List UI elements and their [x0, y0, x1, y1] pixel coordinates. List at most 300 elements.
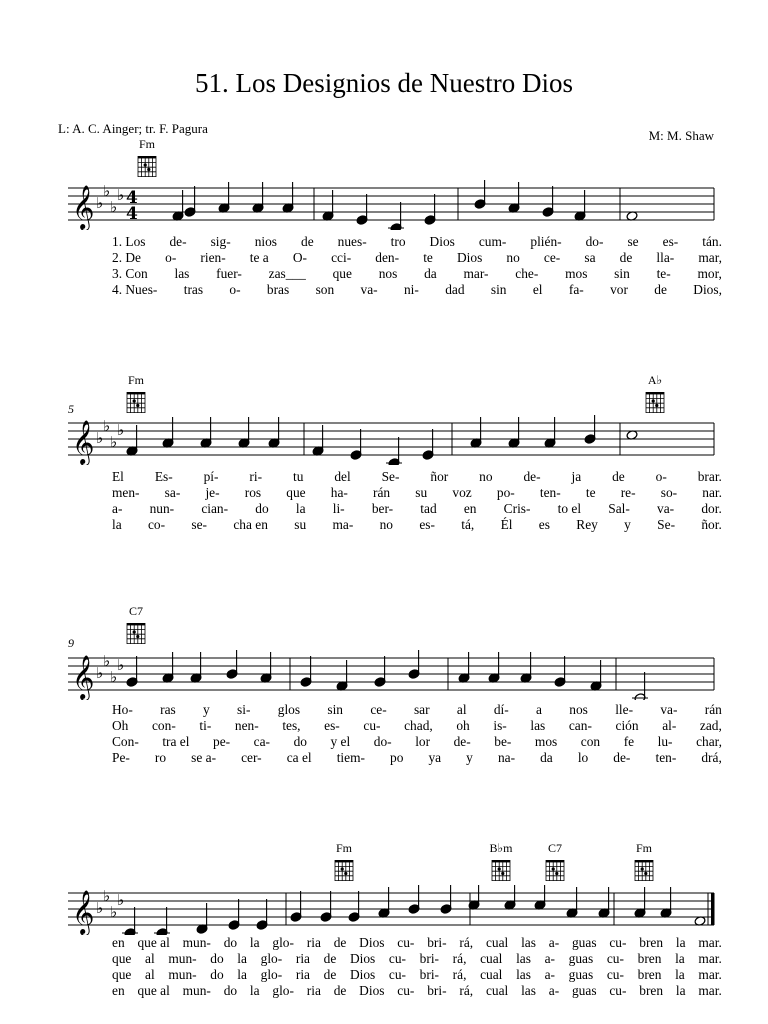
lyric-syllable: 2. De [112, 250, 142, 265]
lyric-syllable: y [624, 517, 631, 532]
note [534, 885, 546, 910]
lyric-syllable: rán [704, 702, 722, 717]
lyric-syllable: brar. [697, 469, 722, 484]
lyric-syllable: nues- [337, 234, 367, 249]
note [154, 907, 170, 935]
lyric-syllable: tán. [702, 234, 722, 249]
note [356, 194, 368, 225]
lyric-syllable: cu- [397, 983, 415, 998]
lyric-syllable: es- [324, 718, 340, 733]
lyric-syllable: lor [415, 734, 431, 749]
note [252, 182, 264, 213]
note [122, 907, 138, 935]
lyric-syllable: ya [428, 750, 442, 765]
lyric-syllable: su [415, 485, 428, 500]
lyric-syllable: sig- [210, 234, 231, 249]
lyric-syllable: El [112, 469, 124, 484]
note [300, 656, 312, 687]
lyric-syllable: dad [445, 282, 465, 297]
note [408, 885, 420, 914]
lyric-syllable: bren [639, 983, 664, 998]
lyric-syllable: men- [112, 485, 140, 500]
lyric-syllable: chad, [404, 718, 433, 733]
lyric-syllable: a- [544, 951, 555, 966]
lyric-syllable: de [654, 282, 667, 297]
lyric-syllable: cual [485, 935, 509, 950]
lyric-syllable: mar. [698, 967, 722, 982]
lyric-syllable: is- [493, 718, 507, 733]
flat-icon: ♭ [117, 891, 125, 909]
flat-icon: ♭ [110, 668, 118, 686]
lyric-syllable: 4. Nues- [112, 282, 158, 297]
lyric-syllable: ma- [332, 517, 354, 532]
lyric-syllable: cci- [331, 250, 352, 265]
note [388, 202, 404, 230]
treble-clef-icon: 𝄞 [72, 655, 95, 699]
lyric-syllable: la [237, 951, 247, 966]
note [474, 180, 486, 209]
lyric-syllable: de- [523, 469, 541, 484]
note [574, 190, 586, 221]
lyric-syllable: dí- [493, 702, 509, 717]
lyric-syllable: ce- [370, 702, 387, 717]
lyric-syllable: cual [480, 951, 503, 966]
treble-clef-icon: 𝄞 [72, 890, 95, 934]
lyric-syllable: tras [183, 282, 204, 297]
lyric-line [112, 282, 722, 298]
note [508, 417, 520, 448]
note [634, 887, 646, 918]
note [184, 186, 196, 217]
lyric-syllable: cu- [609, 935, 627, 950]
lyric-syllable: a- [548, 983, 560, 998]
lyric-syllable: mun- [168, 967, 197, 982]
lyric-syllable: ras [160, 702, 176, 717]
note [260, 652, 272, 683]
lyric-syllable: bras [266, 282, 290, 297]
lyric-syllable: nun- [149, 501, 175, 516]
lyric-syllable: lu- [657, 734, 673, 749]
music-staff [0, 415, 768, 465]
note [256, 899, 268, 930]
lyric-line [112, 702, 722, 718]
lyric-syllable: da [424, 266, 437, 281]
lyric-syllable: bren [639, 935, 664, 950]
flat-icon: ♭ [110, 903, 118, 921]
note [282, 182, 294, 213]
lyric-syllable: glos [277, 702, 301, 717]
lyric-syllable: tad [420, 501, 437, 516]
note [374, 656, 386, 687]
lyric-syllable: nos [569, 702, 588, 717]
music-staff [0, 885, 768, 935]
lyric-syllable: O- [292, 250, 307, 265]
lyric-syllable: que [286, 485, 306, 500]
lyric-syllable: oh [456, 718, 470, 733]
lyric-syllable: do [223, 935, 238, 950]
lyric-syllable: te [423, 250, 433, 265]
lyric-syllable: li- [332, 501, 345, 516]
lyric-line [112, 266, 722, 282]
lyric-line [112, 718, 722, 734]
lyric-syllable: pe- [213, 734, 231, 749]
lyric-syllable: la [675, 983, 686, 998]
lyric-line [112, 983, 722, 999]
lyric-syllable: las [174, 266, 190, 281]
note [544, 417, 556, 448]
lyric-syllable: zad, [699, 718, 722, 733]
lyric-syllable: mar. [698, 935, 722, 950]
lyric-syllable: Dios [456, 250, 483, 265]
lyric-syllable: el [532, 282, 543, 297]
lyric-syllable: es- [662, 234, 679, 249]
lyric-syllable: do [255, 501, 269, 516]
lyric-syllable: do- [373, 734, 392, 749]
lyric-syllable: que [332, 266, 352, 281]
lyric-syllable: o- [229, 282, 241, 297]
lyric-syllable: dor. [701, 501, 722, 516]
lyric-syllable: de [301, 234, 314, 249]
lyric-syllable: con- [151, 718, 176, 733]
lyric-syllable: cian- [201, 501, 229, 516]
note [422, 429, 434, 460]
note [488, 652, 500, 683]
lyric-line [112, 935, 722, 951]
lyric-syllable: drá, [701, 750, 722, 765]
measure-number: 5 [68, 402, 74, 416]
lyric-syllable: do- [585, 234, 604, 249]
note [172, 190, 184, 221]
chord-diagram-icon [644, 389, 666, 415]
note [162, 417, 174, 448]
lyric-syllable: al [145, 951, 155, 966]
time-signature-bottom: 4 [126, 204, 138, 224]
lyric-syllable: ñor [430, 469, 449, 484]
lyric-syllable: bri- [419, 967, 440, 982]
lyric-syllable: ber- [371, 501, 394, 516]
chord-symbol: B♭m [481, 841, 521, 883]
lyric-syllable: guas [571, 983, 597, 998]
lyric-syllable: la [112, 517, 122, 532]
lyric-syllable: 1. Los [112, 234, 146, 249]
lyric-syllable: den- [375, 250, 400, 265]
lyric-line [112, 750, 722, 766]
measure-number: 9 [68, 636, 74, 650]
lyric-syllable: sa [584, 250, 596, 265]
flat-icon: ♭ [103, 887, 111, 905]
lyric-syllable: ros [244, 485, 262, 500]
lyric-syllable: Dios [359, 983, 385, 998]
flat-icon: ♭ [110, 198, 118, 216]
note [320, 891, 332, 922]
chord-diagram-icon [125, 389, 147, 415]
lyric-syllable: del [334, 469, 351, 484]
note [322, 190, 334, 221]
lyric-syllable: las [521, 935, 536, 950]
lyric-syllable: bri- [427, 983, 447, 998]
lyric-syllable: mun- [182, 983, 211, 998]
note [598, 887, 610, 918]
note [408, 650, 420, 679]
lyric-syllable: mos [534, 734, 558, 749]
lyric-syllable: es- [419, 517, 435, 532]
lyric-line [112, 517, 722, 533]
lyric-syllable: de- [169, 234, 187, 249]
lyric-syllable: con [580, 734, 601, 749]
lyric-syllable: si- [237, 702, 251, 717]
lyric-syllable: las [516, 951, 531, 966]
lyric-syllable: y [203, 702, 210, 717]
lyric-syllable: que [112, 951, 132, 966]
note [660, 887, 672, 918]
lyric-syllable: plién- [530, 234, 562, 249]
lyric-syllable: ria [295, 967, 310, 982]
lyric-syllable: va- [657, 501, 675, 516]
lyric-syllable: la [237, 967, 247, 982]
note [504, 885, 516, 910]
lyric-syllable: can- [568, 718, 592, 733]
lyric-syllable: da [540, 750, 553, 765]
lyric-syllable: do [210, 951, 224, 966]
lyric-syllable: na- [497, 750, 516, 765]
lyric-syllable: la [675, 935, 686, 950]
chord-symbol: C7 [116, 604, 156, 646]
lyric-syllable: y el [330, 734, 351, 749]
note [238, 417, 250, 448]
lyric-syllable: co- [147, 517, 166, 532]
note [508, 182, 520, 213]
lyric-syllable: be- [494, 734, 512, 749]
lyric-syllable: ria [306, 935, 321, 950]
lyric-syllable: no [379, 517, 393, 532]
chord-symbol: Fm [127, 137, 167, 179]
lyric-syllable: rá, [452, 967, 467, 982]
lyric-syllable: al [145, 967, 155, 982]
note [196, 903, 208, 934]
lyric-syllable: nos [378, 266, 398, 281]
lyric-syllable: mos [565, 266, 588, 281]
lyric-syllable: do [293, 734, 307, 749]
lyric-syllable: Dios [349, 951, 376, 966]
lyric-syllable: es [538, 517, 550, 532]
lyric-syllable: va- [360, 282, 378, 297]
lyric-syllable: nar. [702, 485, 722, 500]
lyric-syllable: cu- [609, 983, 627, 998]
lyric-syllable: la [295, 501, 306, 516]
lyric-syllable: se a- [191, 750, 217, 765]
note [458, 652, 470, 683]
chord-symbol: C7 [535, 841, 575, 883]
note [268, 417, 280, 448]
lyric-syllable: do [223, 983, 238, 998]
lyric-syllable: to el [557, 501, 582, 516]
lyric-syllable: ñor. [701, 517, 722, 532]
lyric-syllable: no [479, 469, 493, 484]
flat-icon: ♭ [103, 182, 111, 200]
lyric-syllable: que [112, 967, 132, 982]
lyric-syllable: Sal- [608, 501, 630, 516]
lyric-syllable: o- [655, 469, 667, 484]
lyric-syllable: cu- [388, 967, 407, 982]
lyric-syllable: ja [571, 469, 582, 484]
note [470, 417, 482, 448]
lyric-syllable: de [619, 250, 633, 265]
lyric-syllable: ni- [403, 282, 419, 297]
lyric-syllable: cual [480, 967, 503, 982]
lyric-syllable: se [627, 234, 639, 249]
lyricist-credit: L: A. C. Ainger; tr. F. Pagura [58, 121, 208, 136]
lyric-syllable: Rey [576, 517, 598, 532]
lyric-syllable: Él [500, 517, 513, 532]
lyric-syllable: que al [137, 983, 170, 998]
chord-diagram-icon [125, 620, 147, 646]
chord-symbol: Fm [324, 841, 364, 883]
lyric-syllable: mar- [463, 266, 489, 281]
lyric-syllable: tes, [282, 718, 301, 733]
lyric-syllable: bri- [419, 951, 440, 966]
lyric-syllable: Con- [112, 734, 139, 749]
hymn-title: 51. Los Designios de Nuestro Dios [195, 68, 573, 98]
lyric-syllable: ca el [286, 750, 312, 765]
lyric-syllable: ro [154, 750, 167, 765]
note [590, 660, 602, 691]
lyric-syllable: lo [577, 750, 589, 765]
lyric-syllable: mar. [698, 951, 722, 966]
note [350, 429, 362, 460]
lyric-syllable: guas [571, 935, 597, 950]
music-staff [0, 650, 768, 700]
lyric-line [112, 485, 722, 501]
note [584, 415, 596, 444]
lyric-syllable: ria [295, 951, 310, 966]
lyric-syllable: mun- [168, 951, 197, 966]
lyric-syllable: je- [205, 485, 220, 500]
treble-clef-icon: 𝄞 [72, 185, 95, 229]
lyric-syllable: la [249, 935, 260, 950]
lyric-syllable: la [249, 983, 260, 998]
note [554, 656, 566, 687]
lyric-syllable: do [210, 967, 224, 982]
lyric-syllable: glo- [272, 983, 294, 998]
flat-icon: ♭ [117, 186, 125, 204]
lyric-syllable: son [315, 282, 335, 297]
lyric-syllable: de [323, 951, 337, 966]
chord-diagram-icon [544, 857, 566, 883]
lyric-syllable: po [390, 750, 404, 765]
lyric-syllable: cer- [241, 750, 262, 765]
flat-icon: ♭ [117, 656, 125, 674]
lyric-syllable: vor [610, 282, 628, 297]
lyric-syllable: Dios [349, 967, 376, 982]
lyric-syllable: Oh [112, 718, 129, 733]
note [424, 194, 436, 225]
chord-diagram-icon [490, 857, 512, 883]
lyric-syllable: la [675, 951, 685, 966]
lyric-syllable: sin [614, 266, 630, 281]
lyric-syllable: te- [656, 266, 671, 281]
lyric-syllable: sin [327, 702, 344, 717]
lyric-syllable: de- [613, 750, 631, 765]
flat-icon: ♭ [103, 652, 111, 670]
lyric-syllable: a- [548, 935, 560, 950]
lyric-syllable: 3. Con [112, 266, 148, 281]
time-signature-top: 4 [126, 188, 138, 208]
lyric-syllable: voz [452, 485, 472, 500]
lyric-syllable: y [466, 750, 473, 765]
lyric-syllable: ce- [543, 250, 561, 265]
lyric-syllable: Es- [154, 469, 173, 484]
lyric-syllable: mor, [697, 266, 722, 281]
lyric-syllable: tá, [461, 517, 475, 532]
lyric-syllable: ri- [249, 469, 263, 484]
note [386, 437, 402, 465]
note [126, 656, 138, 687]
chord-symbol: Fm [116, 373, 156, 415]
lyric-syllable: mar. [698, 983, 722, 998]
lyric-syllable: lla- [656, 250, 675, 265]
chord-diagram-icon [136, 153, 158, 179]
lyric-syllable: mar, [698, 250, 722, 265]
lyric-syllable: se- [191, 517, 208, 532]
lyric-syllable: fe [623, 734, 635, 749]
lyric-syllable: a- [112, 501, 123, 516]
lyric-syllable: en [112, 983, 125, 998]
lyric-syllable: mun- [182, 935, 211, 950]
lyric-syllable: guas [568, 951, 594, 966]
note [336, 660, 348, 691]
lyric-syllable: Ho- [112, 702, 133, 717]
lyric-syllable: fa- [568, 282, 584, 297]
lyric-syllable: glo- [260, 951, 283, 966]
lyric-syllable: de [333, 935, 347, 950]
lyric-syllable: tro [390, 234, 406, 249]
lyric-syllable: cha en [233, 517, 268, 532]
flat-icon: ♭ [96, 429, 104, 447]
lyric-syllable: rá, [459, 935, 474, 950]
lyric-syllable: che- [515, 266, 539, 281]
lyric-syllable: Dios, [693, 282, 722, 297]
lyric-syllable: lle- [615, 702, 634, 717]
note [218, 182, 230, 213]
lyric-syllable: tu [292, 469, 304, 484]
lyric-syllable: en [463, 501, 477, 516]
lyric-syllable: bri- [427, 935, 447, 950]
lyric-syllable: cu- [363, 718, 381, 733]
treble-clef-icon: 𝄞 [72, 420, 95, 464]
composer-credit: M: M. Shaw [648, 128, 714, 143]
lyric-syllable: no [506, 250, 520, 265]
chord-diagram-icon [633, 857, 655, 883]
note [348, 891, 360, 922]
chord-symbol: Fm [624, 841, 664, 883]
lyric-syllable: al- [662, 718, 677, 733]
note [290, 891, 302, 922]
flat-icon: ♭ [117, 421, 125, 439]
lyric-syllable: cum- [478, 234, 507, 249]
lyric-line [112, 501, 722, 517]
lyric-syllable: nios [254, 234, 278, 249]
note [126, 425, 138, 456]
lyric-syllable: o- [165, 250, 177, 265]
lyric-syllable: fuer- [216, 266, 242, 281]
lyric-syllable: bren [637, 967, 662, 982]
lyric-syllable: ria [306, 983, 321, 998]
flat-icon: ♭ [96, 664, 104, 682]
lyric-syllable: cu- [397, 935, 415, 950]
note [200, 417, 212, 448]
chord-symbol: A♭ [635, 373, 675, 415]
lyric-syllable: rán [373, 485, 391, 500]
